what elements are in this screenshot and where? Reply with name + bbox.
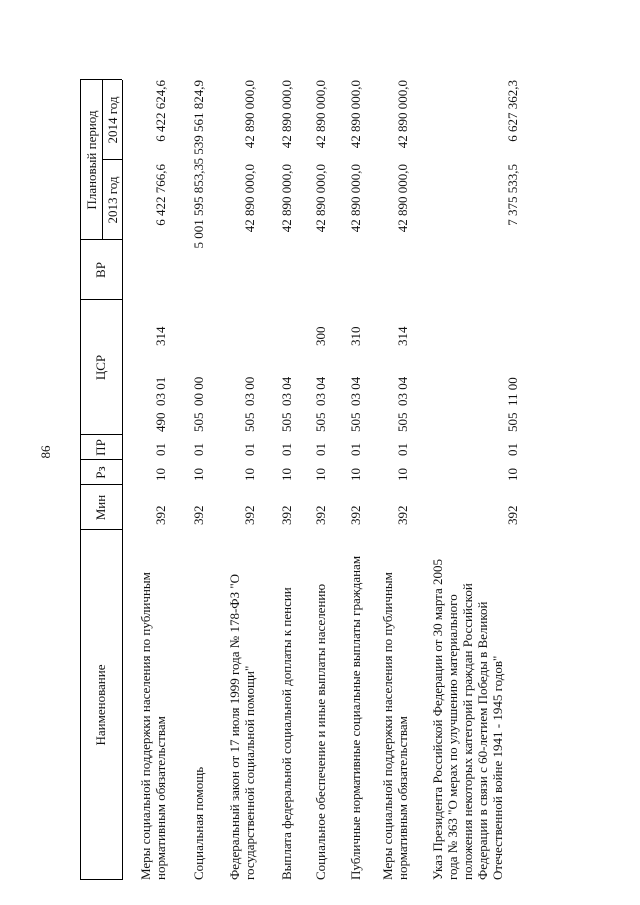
row-2013: 5 001 595 853,3 bbox=[191, 164, 206, 249]
row-rz: 10 bbox=[348, 468, 363, 481]
header-csr: ЦСР bbox=[93, 354, 108, 381]
row-rz: 10 bbox=[313, 468, 328, 481]
row-2014: 42 890 000,0 bbox=[348, 80, 363, 149]
row-rz: 10 bbox=[242, 468, 257, 481]
row-2013: 42 890 000,0 bbox=[348, 164, 363, 233]
row-name: Социальная помощь bbox=[191, 766, 206, 880]
row-2014: 42 890 000,0 bbox=[313, 80, 328, 149]
row-name: Меры социальной поддержки населения по публичным нормативным обязательствам bbox=[138, 572, 168, 880]
row-vr: 310 bbox=[348, 326, 363, 346]
row-rz: 10 bbox=[279, 468, 294, 481]
row-min: 392 bbox=[153, 505, 168, 525]
header-2013: 2013 год bbox=[105, 176, 120, 224]
header-bottom-border bbox=[122, 80, 123, 880]
row-pr: 01 bbox=[395, 443, 410, 456]
row-2014: 42 890 000,0 bbox=[279, 80, 294, 149]
row-pr: 01 bbox=[348, 443, 363, 456]
row-csr: 505 03 04 bbox=[279, 376, 294, 432]
header-2014: 2014 год bbox=[105, 96, 120, 144]
row-pr: 01 bbox=[505, 443, 520, 456]
row-name: Меры социальной поддержки населения по публичным нормативным обязательствам bbox=[380, 572, 410, 880]
row-min: 392 bbox=[395, 505, 410, 525]
row-pr: 01 bbox=[279, 443, 294, 456]
row-csr: 505 03 04 bbox=[395, 376, 410, 432]
header-pr: ПР bbox=[93, 439, 108, 456]
row-2013: 7 375 533,5 bbox=[505, 164, 520, 226]
row-csr: 505 00 00 bbox=[191, 376, 206, 432]
row-2013: 6 422 766,6 bbox=[153, 164, 168, 226]
row-csr: 505 03 00 bbox=[242, 376, 257, 432]
row-pr: 01 bbox=[153, 443, 168, 456]
header-min: Мин bbox=[93, 494, 108, 521]
row-rz: 10 bbox=[395, 468, 410, 481]
row-2014: 42 890 000,0 bbox=[242, 80, 257, 149]
row-pr: 01 bbox=[313, 443, 328, 456]
row-pr: 01 bbox=[191, 443, 206, 456]
row-vr: 314 bbox=[153, 326, 168, 346]
header-name: Наименование bbox=[93, 664, 108, 746]
row-2013: 42 890 000,0 bbox=[242, 164, 257, 233]
row-name: Федеральный закон от 17 июля 1999 года № 178-ФЗ "О государственной социальной помощи" bbox=[227, 573, 257, 880]
table-top-border bbox=[80, 80, 81, 880]
row-csr: 505 11 00 bbox=[505, 377, 520, 432]
row-min: 392 bbox=[313, 505, 328, 525]
row-2013: 42 890 000,0 bbox=[279, 164, 294, 233]
row-2014: 5 539 561 824,9 bbox=[191, 80, 206, 165]
header-rz: Рз bbox=[93, 466, 108, 479]
row-rz: 10 bbox=[505, 468, 520, 481]
row-name: Социальное обеспечение и иные выплаты населению bbox=[313, 583, 328, 880]
row-csr: 505 03 04 bbox=[313, 376, 328, 432]
row-csr: 490 03 01 bbox=[153, 376, 168, 432]
row-rz: 10 bbox=[191, 468, 206, 481]
row-min: 392 bbox=[505, 505, 520, 525]
row-vr: 300 bbox=[313, 326, 328, 346]
row-2014: 6 627 362,3 bbox=[505, 80, 520, 142]
row-name: Выплата федеральной социальной доплаты к пенсии bbox=[279, 587, 294, 880]
row-name: Указ Президента Российской Федерации от 30 марта 2005 года № 363 "О мерах по улучшению материального положения некоторых категорий граждан Российской Федерации в связи с 60-летием Победы в Великой Отечественной войне 1941 - 1945 годов" bbox=[430, 558, 505, 880]
row-csr: 505 03 04 bbox=[348, 376, 363, 432]
plan-divider bbox=[102, 80, 103, 240]
row-rz: 10 bbox=[153, 468, 168, 481]
header-plan-period: Плановый период bbox=[84, 110, 99, 210]
row-min: 392 bbox=[348, 505, 363, 525]
row-min: 392 bbox=[279, 505, 294, 525]
header-vr: ВР bbox=[93, 262, 108, 278]
row-2013: 42 890 000,0 bbox=[395, 164, 410, 233]
row-2013: 42 890 000,0 bbox=[313, 164, 328, 233]
row-vr: 314 bbox=[395, 326, 410, 346]
row-2014: 6 422 624,6 bbox=[153, 80, 168, 142]
row-pr: 01 bbox=[242, 443, 257, 456]
budget-table bbox=[80, 40, 640, 880]
page-number: 86 bbox=[38, 445, 53, 459]
row-name: Публичные нормативные социальные выплаты гражданам bbox=[348, 555, 363, 880]
row-min: 392 bbox=[242, 505, 257, 525]
row-2014: 42 890 000,0 bbox=[395, 80, 410, 149]
row-min: 392 bbox=[191, 505, 206, 525]
